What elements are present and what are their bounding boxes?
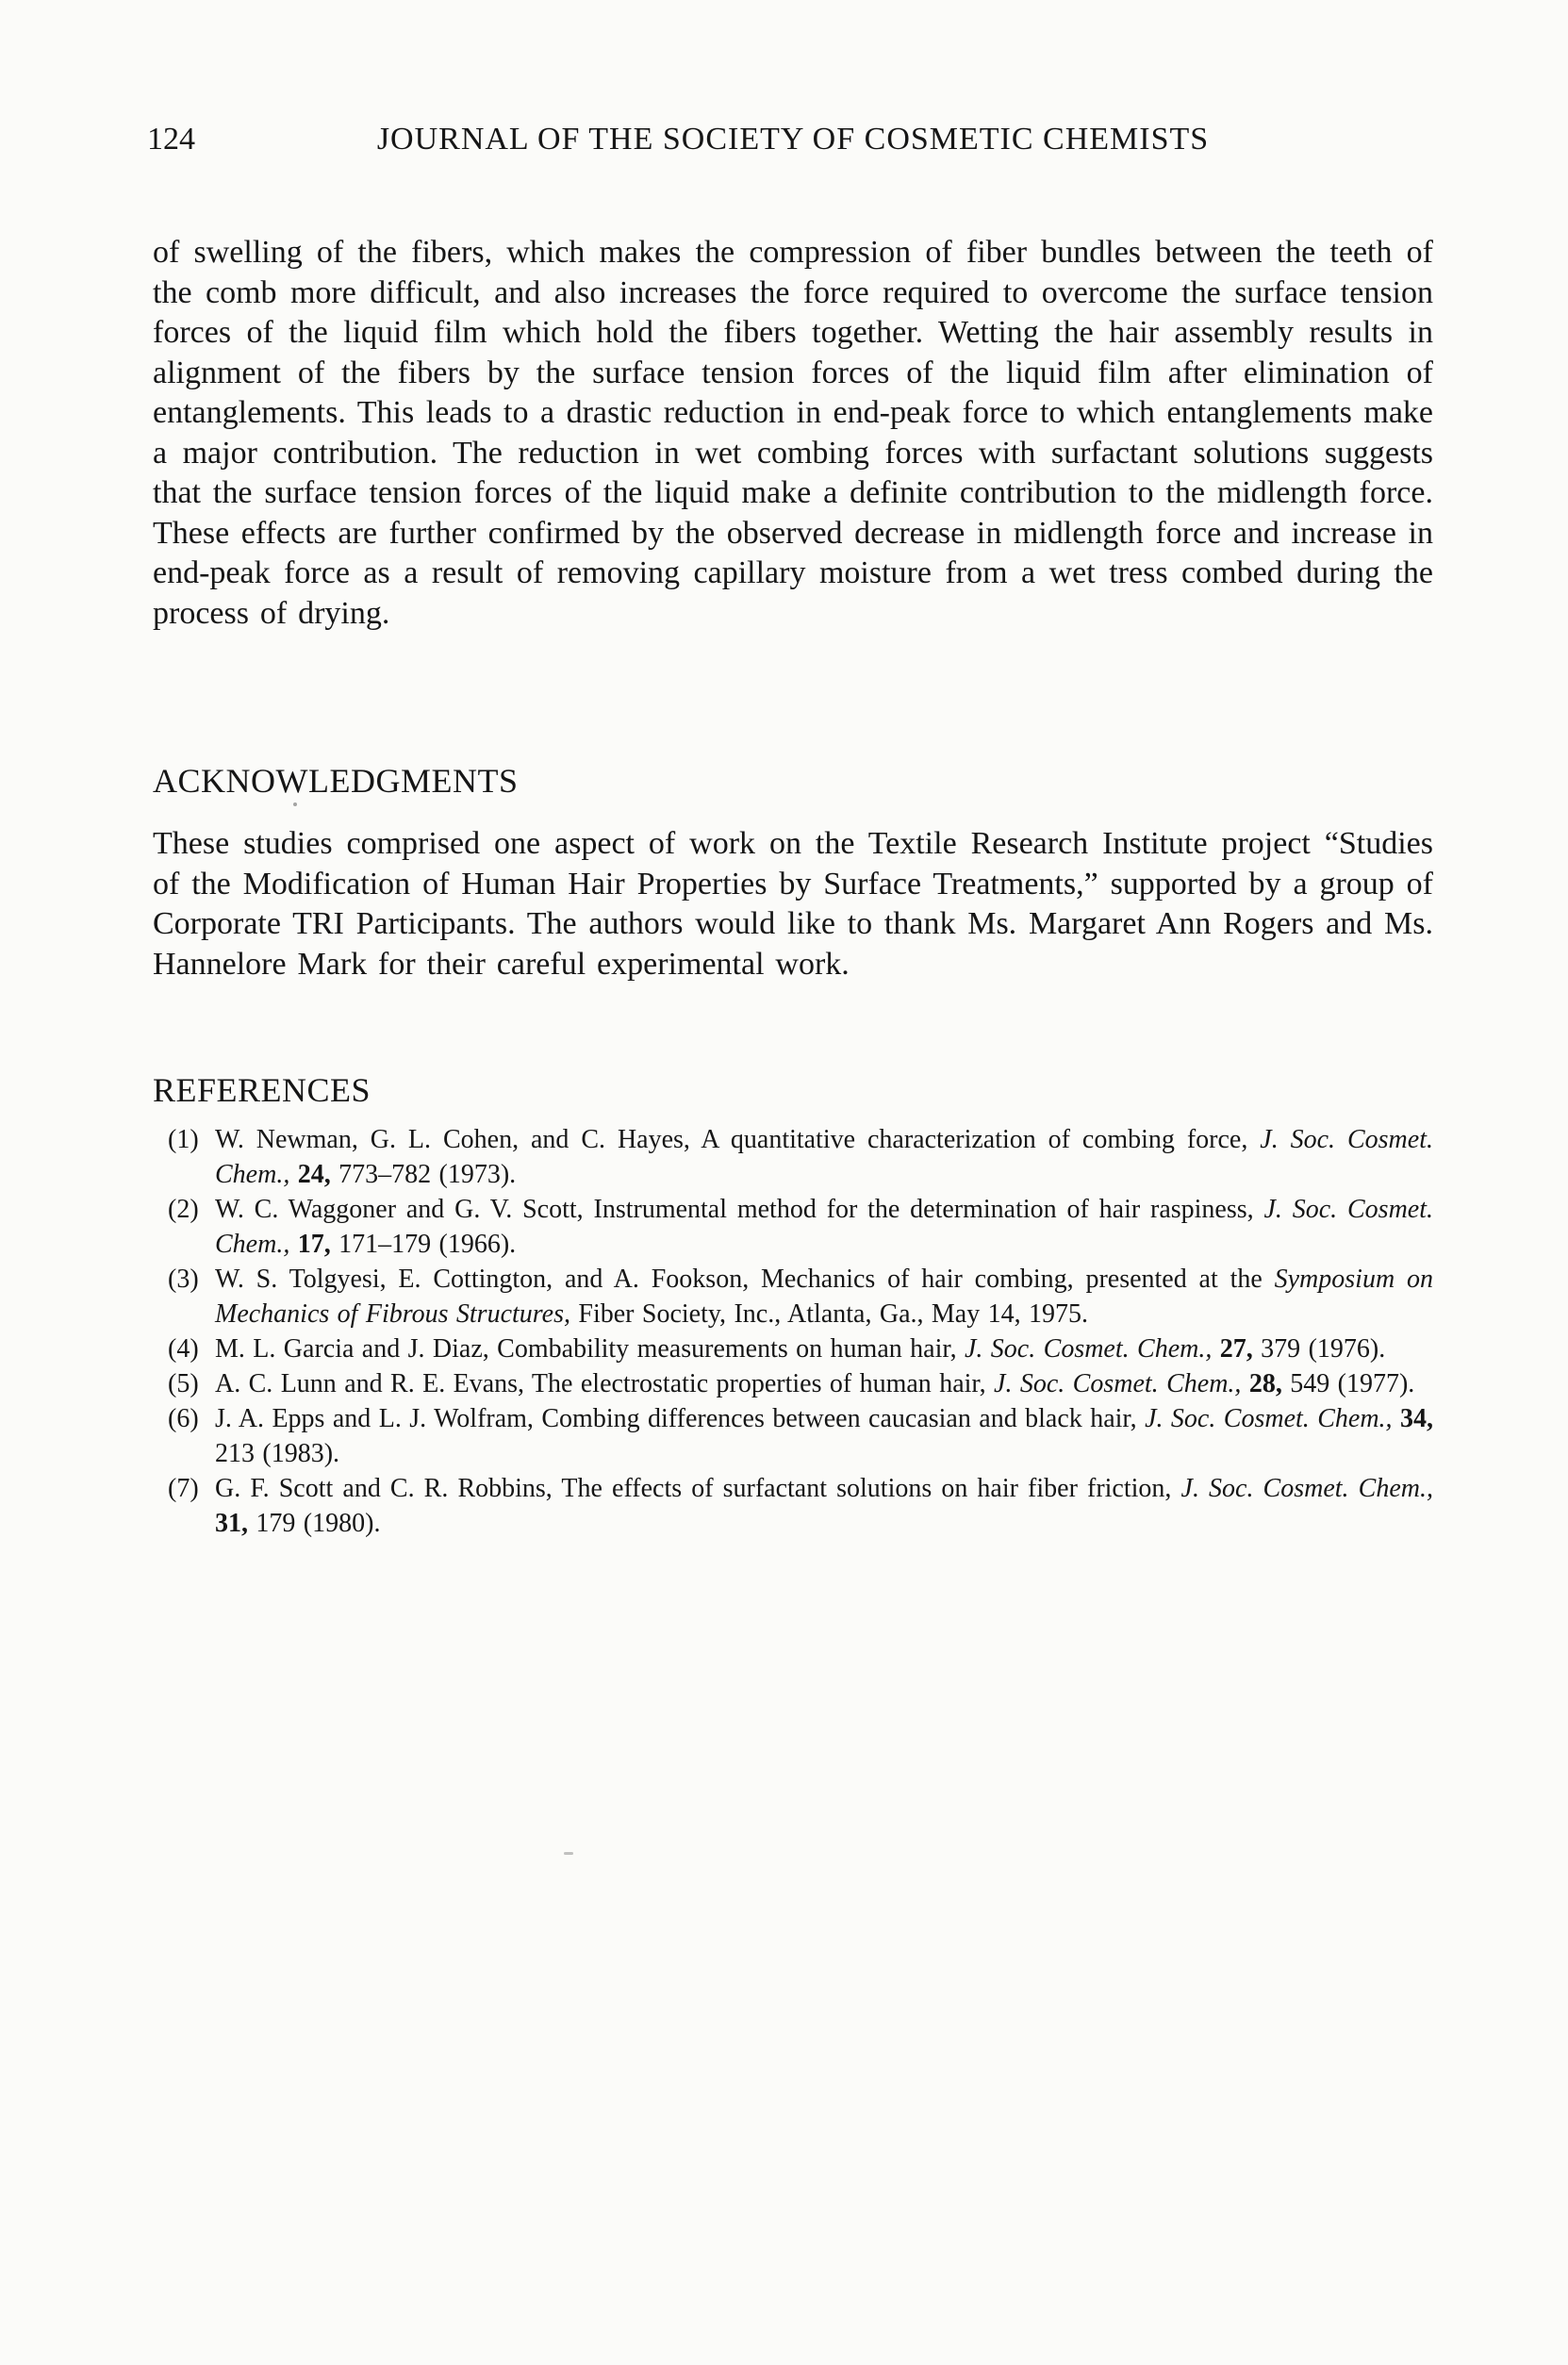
- reference-text-segment: 24,: [297, 1160, 331, 1189]
- reference-text-segment: 773–782 (1973).: [330, 1160, 517, 1189]
- page-number: 124: [147, 122, 195, 157]
- reference-text-segment: J. Soc. Cosmet. Chem.,: [215, 1125, 1433, 1189]
- reference-text-segment: Symposium on Mechanics of Fibrous Structures,: [215, 1265, 1433, 1329]
- scan-artifact-dot: [293, 802, 297, 806]
- reference-text-segment: 549 (1977).: [1281, 1369, 1415, 1398]
- reference-text-segment: 34,: [1399, 1404, 1433, 1433]
- scan-artifact-dash: [564, 1852, 573, 1855]
- references-heading: REFERENCES: [153, 1071, 371, 1109]
- reference-text-segment: 213 (1983).: [215, 1439, 340, 1468]
- reference-text-segment: J. Soc. Cosmet. Chem.,: [215, 1195, 1433, 1259]
- reference-text-segment: 28,: [1248, 1369, 1282, 1398]
- reference-marker: (5): [168, 1369, 199, 1398]
- reference-marker: (7): [168, 1474, 199, 1503]
- reference-item: [153, 1331, 1433, 1366]
- reference-marker: (1): [168, 1125, 199, 1154]
- reference-item: [153, 1262, 1433, 1331]
- reference-text-segment: [1212, 1334, 1219, 1364]
- reference-text-segment: 17,: [297, 1230, 331, 1259]
- reference-text-segment: W. C. Waggoner and G. V. Scott, Instrumental method for the determination of hair raspiness,: [215, 1195, 1264, 1224]
- main-text-paragraph: of swelling of the fibers, which makes the compression of fiber bundles between the teeth of the comb more difficult, and also increases the force required to overcome the surface tension forces of the liquid film which hold the fibers together. Wetting the hair assembly results in alignment of the fibers by the surface tension forces of the liquid film after elimination of entanglements. This leads to a drastic reduction in end-peak force to which entanglements make a major contribution. The reduction in wet combing forces with surfactant solutions suggests that the surface tension forces of the liquid make a definite contribution to the midlength force. These effects are further confirmed by the observed decrease in midlength force and increase in end-peak force as a result of removing capillary moisture from a wet tress combed during the process of drying.: [153, 235, 1433, 631]
- reference-list: [153, 1122, 1433, 1541]
- reference-marker: (2): [168, 1195, 199, 1224]
- reference-text-segment: 31,: [215, 1509, 248, 1538]
- reference-text-segment: Fiber Society, Inc., Atlanta, Ga., May 14, 1975.: [569, 1299, 1089, 1329]
- reference-marker: (6): [168, 1404, 199, 1433]
- reference-item: [153, 1366, 1433, 1401]
- reference-marker: (4): [168, 1334, 199, 1364]
- reference-item: [153, 1401, 1433, 1471]
- reference-text-segment: J. Soc. Cosmet. Chem.,: [1145, 1404, 1393, 1433]
- reference-text-segment: W. S. Tolgyesi, E. Cottington, and A. Fookson, Mechanics of hair combing, presented at the: [215, 1265, 1275, 1294]
- acknowledgments-heading: ACKNOWLEDGMENTS: [153, 762, 519, 800]
- reference-text-segment: 379 (1976).: [1252, 1334, 1386, 1364]
- reference-item: [153, 1471, 1433, 1541]
- reference-item: [153, 1192, 1433, 1262]
- running-head: [147, 121, 1433, 158]
- reference-text-segment: J. Soc. Cosmet. Chem.,: [964, 1334, 1213, 1364]
- reference-text-segment: W. Newman, G. L. Cohen, and C. Hayes, A quantitative characterization of combing force,: [215, 1125, 1261, 1154]
- reference-text-segment: J. Soc. Cosmet. Chem.,: [994, 1369, 1242, 1398]
- reference-text-segment: [1393, 1404, 1400, 1433]
- reference-text-segment: [289, 1230, 297, 1259]
- reference-text-segment: M. L. Garcia and J. Diaz, Combability measurements on human hair,: [215, 1334, 965, 1364]
- reference-text-segment: J. Soc. Cosmet. Chem.,: [1180, 1474, 1433, 1503]
- reference-item: [153, 1122, 1433, 1192]
- reference-marker: (3): [168, 1265, 199, 1294]
- reference-text-segment: [1241, 1369, 1248, 1398]
- reference-text-segment: 171–179 (1966).: [330, 1230, 517, 1259]
- reference-text-segment: A. C. Lunn and R. E. Evans, The electrostatic properties of human hair,: [215, 1369, 995, 1398]
- journal-title: JOURNAL OF THE SOCIETY OF COSMETIC CHEMISTS: [376, 122, 1210, 157]
- acknowledgments-paragraph: These studies comprised one aspect of work on the Textile Research Institute project “Studies of the Modification of Human Hair Properties by Surface Treatments,” supported by a group of Corporate TRI Participants. The authors would like to thank Ms. Margaret Ann Rogers and Ms. Hannelore Mark for their careful experimental work.: [153, 826, 1433, 982]
- reference-text-segment: G. F. Scott and C. R. Robbins, The effects of surfactant solutions on hair fiber friction,: [215, 1474, 1181, 1503]
- reference-text-segment: [289, 1160, 297, 1189]
- reference-text-segment: 27,: [1219, 1334, 1253, 1364]
- reference-text-segment: 179 (1980).: [248, 1509, 381, 1538]
- reference-text-segment: J. A. Epps and L. J. Wolfram, Combing differences between caucasian and black hair,: [215, 1404, 1146, 1433]
